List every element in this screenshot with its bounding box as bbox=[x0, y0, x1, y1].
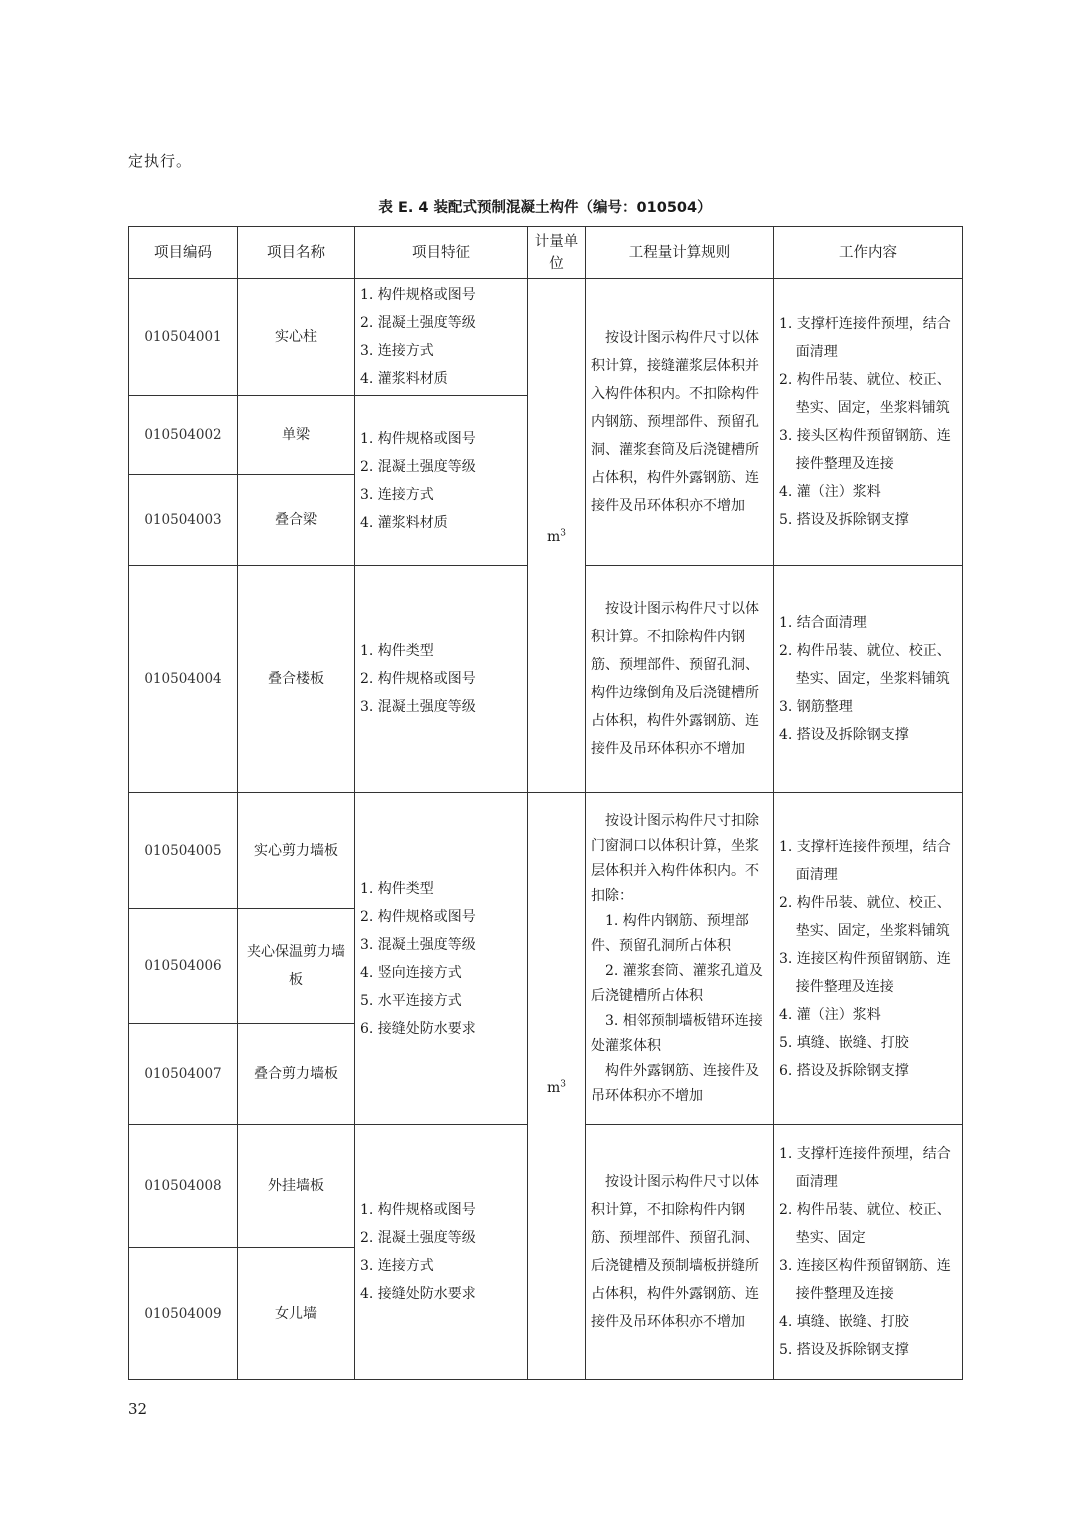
work-line: 5. 填缝、嵌缝、打胶 bbox=[779, 1034, 909, 1051]
feature-line: 4. 接缝处防水要求 bbox=[360, 1286, 476, 1302]
feature-line: 3. 连接方式 bbox=[360, 1258, 434, 1274]
item-features bbox=[355, 566, 528, 793]
feature-line: 1. 构件类型 bbox=[360, 880, 434, 897]
feature-line: 2. 构件规格或图号 bbox=[360, 671, 476, 687]
rule-text: 按设计图示构件尺寸以体积计算。不扣除构件内钢筋、预埋部件、预留孔洞、构件边缘倒角及后浇键槽所占体积，构件外露钢筋、连接件及吊环体积亦不增加 bbox=[591, 601, 759, 757]
header-features: 项目特征 bbox=[355, 227, 528, 279]
work-line: 1. 结合面清理 bbox=[779, 615, 867, 631]
work-line: 5. 搭设及拆除钢支撑 bbox=[779, 1342, 909, 1358]
item-code: 010504003 bbox=[129, 475, 238, 566]
feature-line: 1. 构件规格或图号 bbox=[360, 287, 476, 303]
feature-line: 3. 连接方式 bbox=[360, 486, 434, 503]
rule-text: 3. 相邻预制墙板错环连接处灌浆体积 bbox=[591, 1012, 763, 1054]
feature-line: 1. 构件规格或图号 bbox=[360, 430, 476, 447]
rule-cell bbox=[586, 1125, 774, 1380]
feature-line: 4. 竖向连接方式 bbox=[360, 964, 462, 981]
item-code: 010504001 bbox=[129, 279, 238, 396]
item-code: 010504007 bbox=[129, 1024, 238, 1125]
item-name: 叠合梁 bbox=[238, 475, 355, 566]
work-line: 2. 构件吊装、就位、校正、垫实、固定，坐浆料铺筑 bbox=[779, 894, 951, 939]
item-code: 010504008 bbox=[129, 1125, 238, 1248]
header-name: 项目名称 bbox=[238, 227, 355, 279]
feature-line: 4. 灌浆料材质 bbox=[360, 514, 448, 531]
work-line: 1. 支撑杆连接件预埋，结合面清理 bbox=[779, 838, 951, 883]
work-line: 3. 连接区构件预留钢筋、连接件整理及连接 bbox=[779, 1258, 951, 1302]
rule-text: 2. 灌浆套筒、灌浆孔道及后浇键槽所占体积 bbox=[591, 962, 763, 1004]
work-cell bbox=[774, 1125, 963, 1380]
work-line: 5. 搭设及拆除钢支撑 bbox=[779, 512, 909, 528]
item-name: 叠合楼板 bbox=[238, 566, 355, 793]
item-name: 女儿墙 bbox=[238, 1248, 355, 1380]
work-line: 1. 支撑杆连接件预埋，结合面清理 bbox=[779, 1146, 951, 1190]
rule-text: 构件外露钢筋、连接件及吊环体积亦不增加 bbox=[591, 1062, 759, 1104]
feature-line: 2. 混凝土强度等级 bbox=[360, 458, 476, 475]
item-name: 实心柱 bbox=[238, 279, 355, 396]
page-number: 32 bbox=[128, 1400, 148, 1418]
table-row bbox=[129, 279, 963, 396]
unit-label: $m^3$ bbox=[546, 1079, 566, 1096]
item-code: 010504005 bbox=[129, 793, 238, 909]
table-caption: 表 E. 4 装配式预制混凝土构件（编号：010504） bbox=[378, 200, 712, 216]
feature-line: 2. 混凝土强度等级 bbox=[360, 315, 476, 331]
rule-text: 按设计图示构件尺寸以体积计算，不扣除构件内钢筋、预埋部件、预留孔洞、后浇键槽及预制墙板拼缝所占体积，构件外露钢筋、连接件及吊环体积亦不增加 bbox=[591, 1174, 759, 1330]
rule-text: 1. 构件内钢筋、预埋部件、预留孔洞所占体积 bbox=[591, 912, 749, 954]
work-line: 2. 构件吊装、就位、校正、垫实、固定，坐浆料铺筑 bbox=[779, 372, 951, 416]
unit-cell bbox=[528, 793, 586, 1380]
feature-line: 4. 灌浆料材质 bbox=[360, 371, 448, 387]
item-features bbox=[355, 793, 528, 1125]
lead-text: 定执行。 bbox=[128, 152, 193, 170]
feature-line: 2. 构件规格或图号 bbox=[360, 908, 476, 925]
spec-table bbox=[128, 226, 963, 1380]
unit-label: $m^3$ bbox=[546, 528, 566, 546]
work-line: 2. 构件吊装、就位、校正、垫实、固定 bbox=[779, 1202, 951, 1246]
work-line: 4. 填缝、嵌缝、打胶 bbox=[779, 1314, 909, 1330]
feature-line: 1. 构件规格或图号 bbox=[360, 1202, 476, 1218]
item-code: 010504002 bbox=[129, 396, 238, 475]
feature-line: 3. 连接方式 bbox=[360, 343, 434, 359]
work-cell bbox=[774, 566, 963, 793]
feature-line: 5. 水平连接方式 bbox=[360, 992, 462, 1009]
feature-line: 1. 构件类型 bbox=[360, 643, 434, 659]
work-line: 6. 搭设及拆除钢支撑 bbox=[779, 1062, 909, 1079]
item-name: 实心剪力墙板 bbox=[238, 793, 355, 909]
item-name: 外挂墙板 bbox=[238, 1125, 355, 1248]
work-line: 3. 接头区构件预留钢筋、连接件整理及连接 bbox=[779, 428, 951, 472]
item-features bbox=[355, 1125, 528, 1380]
work-line: 4. 搭设及拆除钢支撑 bbox=[779, 727, 909, 743]
item-name: 单梁 bbox=[238, 396, 355, 475]
header-code: 项目编码 bbox=[129, 227, 238, 279]
work-line: 3. 钢筋整理 bbox=[779, 699, 853, 715]
work-line: 3. 连接区构件预留钢筋、连接件整理及连接 bbox=[779, 950, 951, 995]
work-line: 1. 支撑杆连接件预埋，结合面清理 bbox=[779, 316, 951, 360]
header-row bbox=[129, 227, 963, 279]
work-line: 2. 构件吊装、就位、校正、垫实、固定，坐浆料铺筑 bbox=[779, 643, 951, 687]
header-unit: 计量单位 bbox=[528, 227, 586, 279]
feature-line: 2. 混凝土强度等级 bbox=[360, 1230, 476, 1246]
work-line: 4. 灌（注）浆料 bbox=[779, 484, 881, 500]
item-name: 叠合剪力墙板 bbox=[238, 1024, 355, 1125]
header-rule: 工程量计算规则 bbox=[586, 227, 774, 279]
rule-cell bbox=[586, 566, 774, 793]
item-code: 010504009 bbox=[129, 1248, 238, 1380]
unit-cell bbox=[528, 279, 586, 793]
item-code: 010504006 bbox=[129, 909, 238, 1024]
work-line: 4. 灌（注）浆料 bbox=[779, 1006, 881, 1023]
rule-cell bbox=[586, 793, 774, 1125]
feature-line: 6. 接缝处防水要求 bbox=[360, 1020, 476, 1037]
work-cell bbox=[774, 279, 963, 566]
rule-text: 按设计图示构件尺寸扣除门窗洞口以体积计算，坐浆层体积并入构件体积内。不扣除： bbox=[591, 812, 759, 904]
table-row bbox=[129, 793, 963, 909]
item-name: 夹心保温剪力墙板 bbox=[238, 909, 355, 1024]
work-cell bbox=[774, 793, 963, 1125]
header-work: 工作内容 bbox=[774, 227, 963, 279]
item-features bbox=[355, 279, 528, 396]
feature-line: 3. 混凝土强度等级 bbox=[360, 936, 476, 953]
rule-text: 按设计图示构件尺寸以体积计算，接缝灌浆层体积并入构件体积内。不扣除构件内钢筋、预埋部件、预留孔洞、灌浆套筒及后浇键槽所占体积，构件外露钢筋、连接件及吊环体积亦不增加 bbox=[591, 330, 759, 514]
feature-line: 3. 混凝土强度等级 bbox=[360, 699, 476, 715]
item-code: 010504004 bbox=[129, 566, 238, 793]
item-features bbox=[355, 396, 528, 566]
rule-cell bbox=[586, 279, 774, 566]
